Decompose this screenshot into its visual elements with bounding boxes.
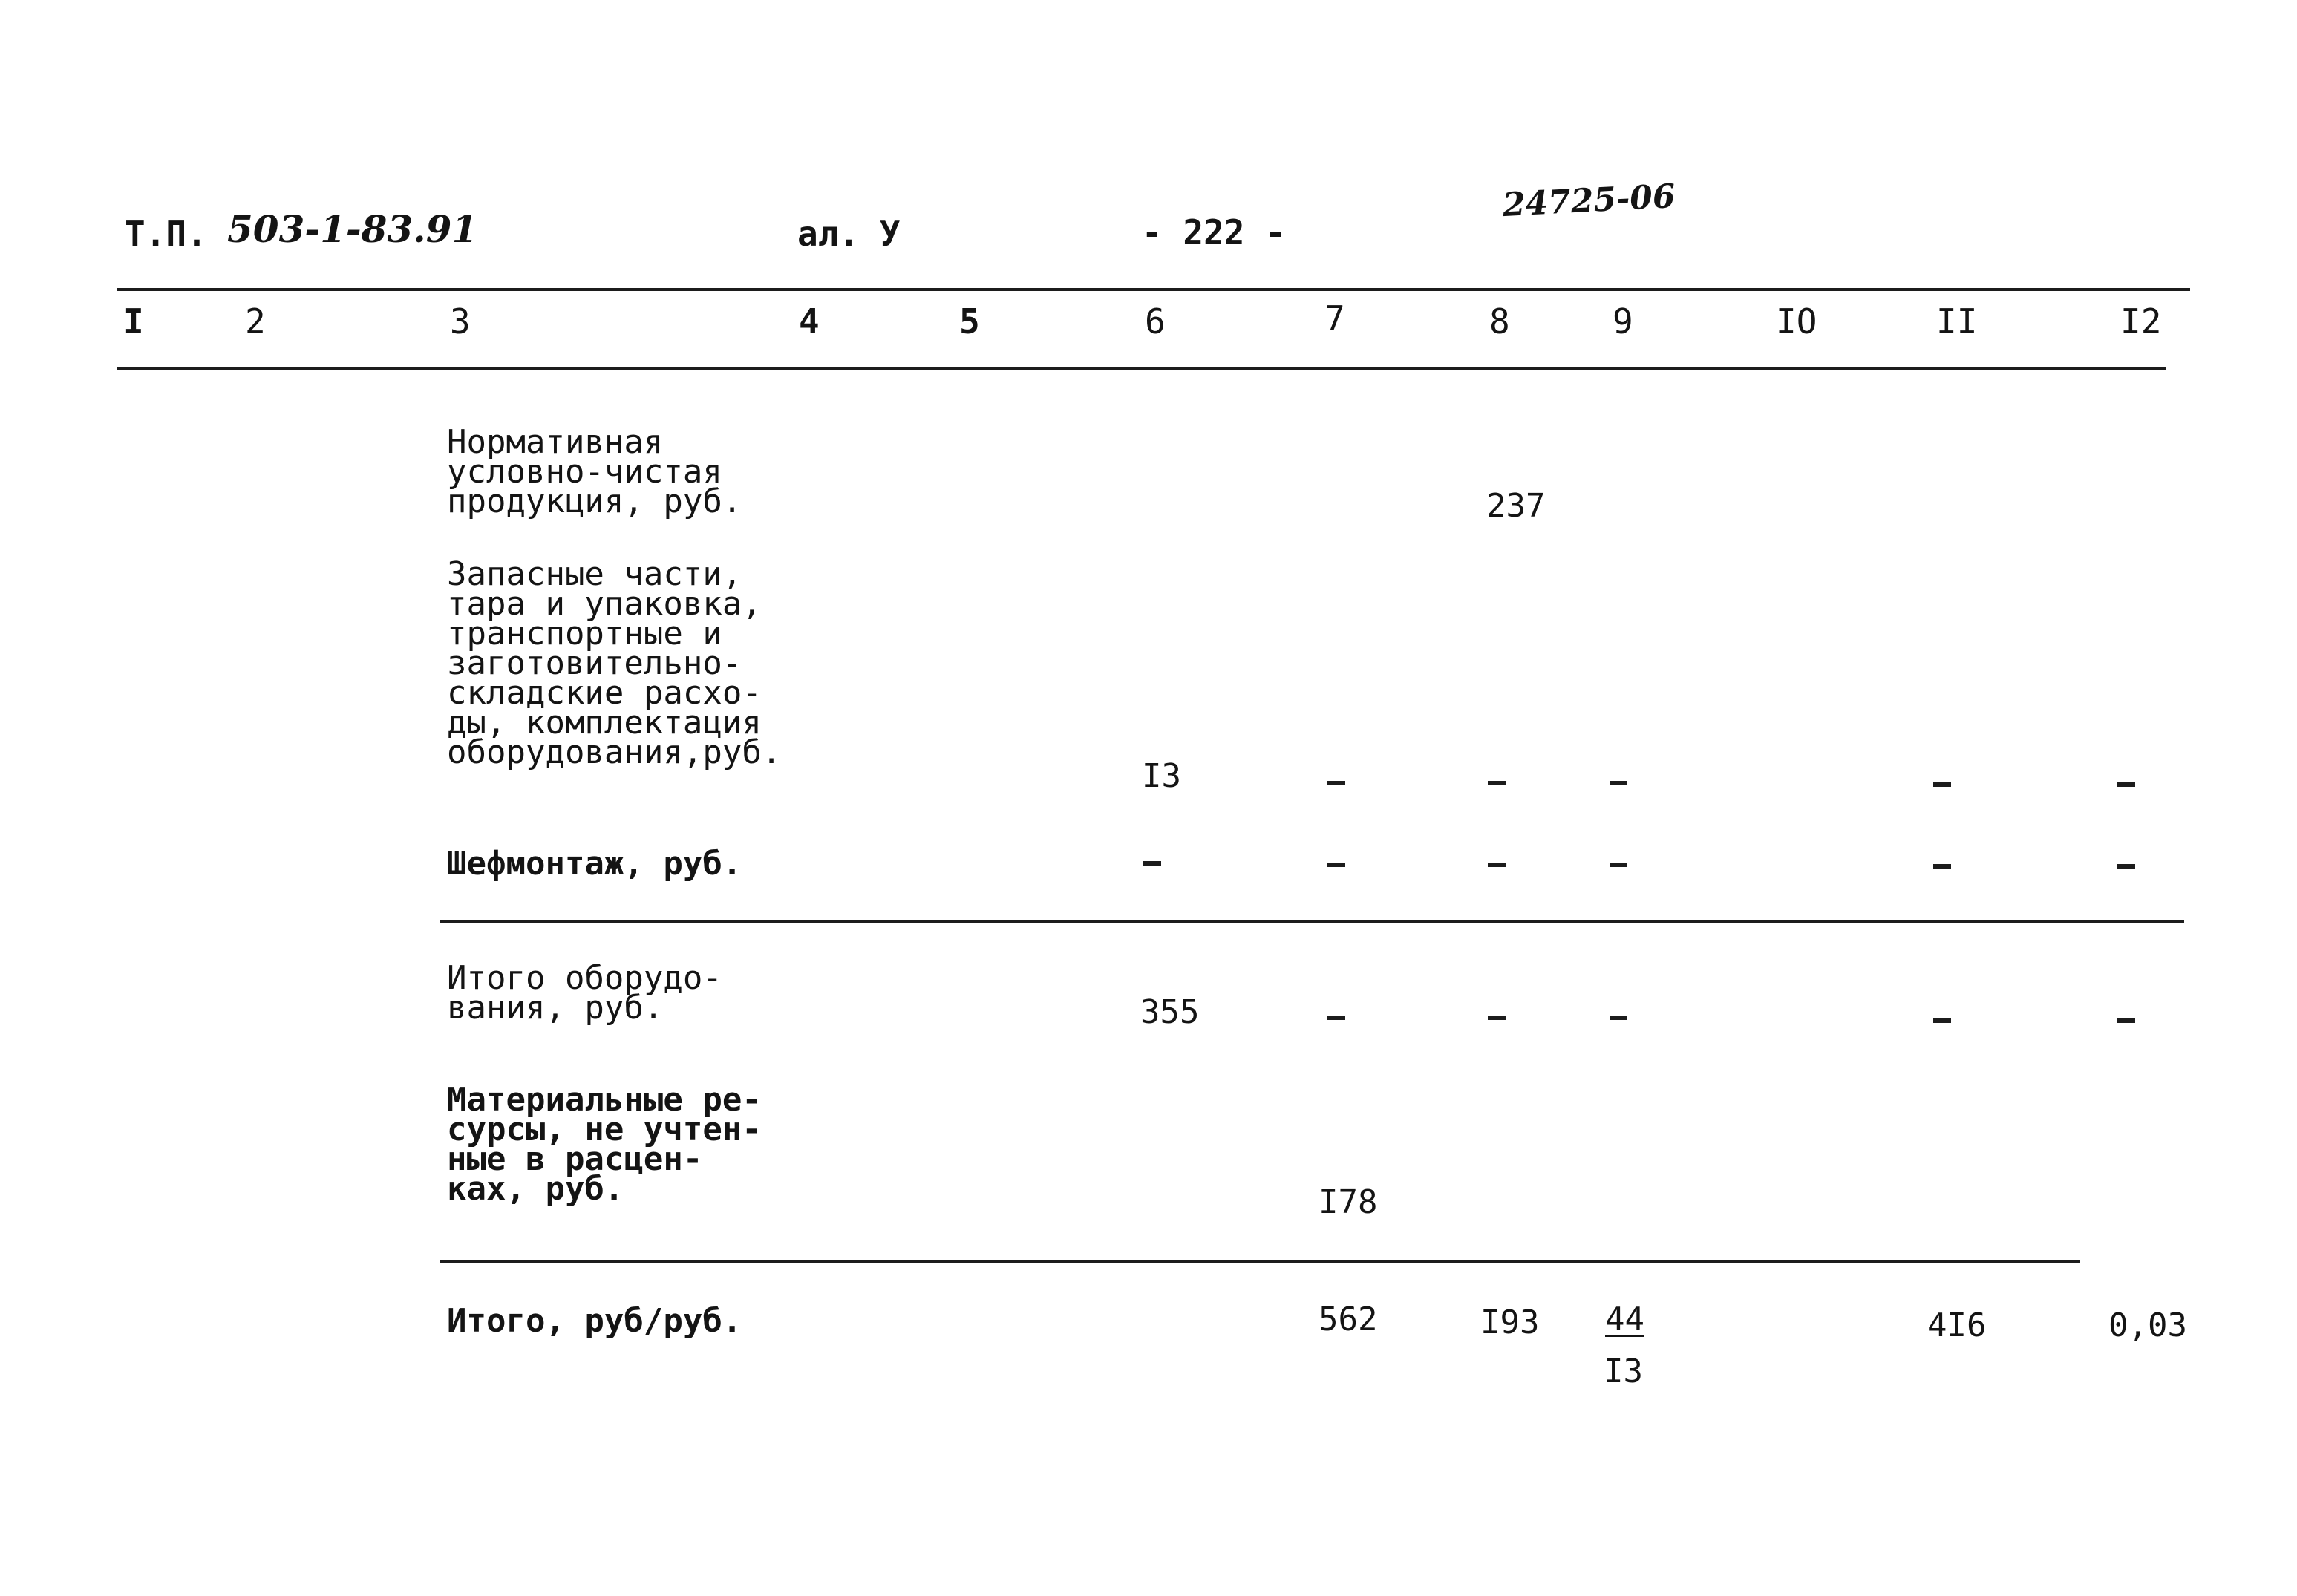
label-line: условно-чистая <box>447 453 722 491</box>
column-header-3: 3 <box>450 301 471 341</box>
header-bottom-rule <box>117 367 2166 370</box>
label-line: Нормативная <box>447 423 664 461</box>
net-product-col8: 237 <box>1486 487 1546 525</box>
column-header-1: I <box>123 301 144 341</box>
label-line: Материальные ре- <box>447 1081 762 1119</box>
supervision-col8-dash <box>1488 863 1506 867</box>
row-label-grand-total <box>447 1302 742 1340</box>
grand-total-rule <box>440 1260 2080 1263</box>
column-header-8: 8 <box>1489 301 1510 341</box>
label-line: вания, руб. <box>447 989 664 1027</box>
grand-total-col8: I93 <box>1480 1304 1540 1341</box>
label-line: сурсы, не учтен- <box>447 1111 762 1148</box>
column-header-6: 6 <box>1145 301 1166 341</box>
inventory-number: 24725-06 <box>1501 177 1676 225</box>
spare-parts-col6: I3 <box>1142 757 1181 795</box>
column-header-10: IO <box>1776 301 1817 341</box>
column-header-7: 7 <box>1324 298 1345 339</box>
page-number: - 222 - <box>1142 212 1286 252</box>
supervision-col9-dash <box>1610 863 1627 867</box>
row-label-materials <box>447 1081 762 1208</box>
spare-parts-col9-dash <box>1610 781 1627 785</box>
equipment-total-col12-dash <box>2117 1018 2135 1023</box>
column-header-9: 9 <box>1613 301 1633 341</box>
doc-number: 503-1-83.91 <box>227 207 478 251</box>
column-header-4: 4 <box>799 301 820 341</box>
row-label-supervision <box>447 845 742 883</box>
spare-parts-col12-dash <box>2117 782 2135 787</box>
equipment-total-rule <box>440 920 2184 923</box>
label-line: ные в расцен- <box>447 1140 703 1178</box>
column-header-11: II <box>1936 301 1978 341</box>
column-header-2: 2 <box>245 301 266 341</box>
label-line: ках, руб. <box>447 1170 624 1208</box>
supervision-col12-dash <box>2117 864 2135 869</box>
label-line: продукция, руб. <box>447 483 742 520</box>
label-line: тара и упаковка, <box>447 585 762 623</box>
grand-total-col9-denominator: I3 <box>1604 1353 1643 1390</box>
row-label-net-product <box>447 423 742 520</box>
equipment-total-col6: 355 <box>1140 993 1200 1031</box>
label-line: ды, комплектация <box>447 704 762 742</box>
equipment-total-col8-dash <box>1488 1016 1506 1020</box>
equipment-total-col7-dash <box>1327 1016 1345 1020</box>
label-line: складские расхо- <box>447 674 762 712</box>
equipment-total-col9-dash <box>1610 1016 1627 1020</box>
grand-total-col11: 4I6 <box>1927 1306 1987 1344</box>
row-label-spare-parts <box>447 555 782 771</box>
equipment-total-col11-dash <box>1933 1018 1951 1023</box>
supervision-col6-dash <box>1143 861 1161 866</box>
label-line: Итого оборудо- <box>447 959 722 997</box>
grand-total-col9-numerator: 44 <box>1605 1301 1644 1338</box>
spare-parts-col8-dash <box>1488 781 1506 785</box>
column-header-5: 5 <box>959 301 980 341</box>
label-line: заготовительно- <box>447 644 742 682</box>
supervision-col11-dash <box>1933 864 1951 869</box>
doc-prefix: Т.П. <box>125 214 207 254</box>
grand-total-col7: 562 <box>1319 1301 1378 1338</box>
supervision-col7-dash <box>1327 863 1345 867</box>
label-line: оборудования,руб. <box>447 733 782 771</box>
label-line: Шефмонтаж, руб. <box>447 845 742 883</box>
label-line: транспортные и <box>447 615 722 653</box>
row-label-equipment-total <box>447 959 722 1027</box>
album-label: ал. У <box>797 214 901 254</box>
spare-parts-col11-dash <box>1933 782 1951 787</box>
materials-col7: I78 <box>1319 1183 1378 1221</box>
spare-parts-col7-dash <box>1327 781 1345 785</box>
header-top-rule <box>117 288 2190 291</box>
column-header-12: I2 <box>2120 301 2162 341</box>
label-line: Итого, руб/руб. <box>447 1302 742 1340</box>
label-line: Запасные части, <box>447 555 742 593</box>
grand-total-col12: 0,03 <box>2108 1306 2187 1344</box>
